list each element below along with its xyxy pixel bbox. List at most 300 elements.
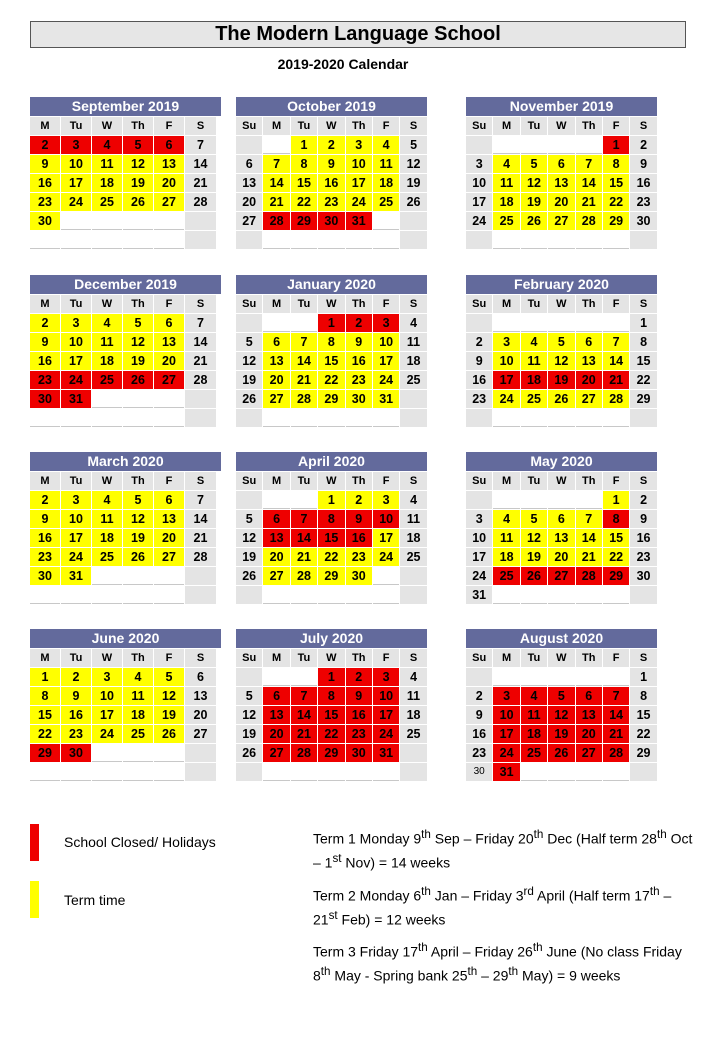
- weekday-header: M: [493, 649, 519, 667]
- weekday-header: Su: [466, 649, 492, 667]
- weekday-header: W: [318, 295, 344, 313]
- day-cell: 25: [373, 193, 399, 211]
- month-header: December 2019: [30, 275, 221, 294]
- day-cell: 17: [373, 529, 399, 547]
- day-cell: 22: [603, 548, 629, 566]
- day-cell: 20: [154, 529, 184, 547]
- day-cell: 6: [154, 314, 184, 332]
- month-march-2020: [30, 452, 221, 604]
- day-cell: [291, 314, 317, 332]
- day-cell: [346, 763, 372, 781]
- day-cell: 16: [466, 725, 492, 743]
- day-cell: [400, 763, 426, 781]
- day-cell: 30: [346, 390, 372, 408]
- day-cell: [548, 586, 574, 604]
- day-cell: [291, 586, 317, 604]
- day-cell: 26: [123, 193, 153, 211]
- weekday-header: S: [185, 472, 216, 490]
- day-cell: 16: [466, 371, 492, 389]
- day-cell: 10: [493, 352, 519, 370]
- day-cell: [291, 409, 317, 427]
- day-cell: 29: [318, 567, 344, 585]
- day-cell: 20: [154, 352, 184, 370]
- day-cell: 11: [400, 687, 426, 705]
- day-cell: [630, 231, 656, 249]
- day-cell: 22: [630, 725, 656, 743]
- weekday-header: M: [493, 117, 519, 135]
- day-cell: 2: [346, 491, 372, 509]
- term-3-description: Term 3 Friday 17th April – Friday 26th June (No class Friday 8th May - Spring bank 25th – 29th May) = 9 weeks: [313, 941, 682, 984]
- day-cell: 25: [123, 725, 153, 743]
- day-cell: 12: [400, 155, 426, 173]
- day-cell: 14: [291, 529, 317, 547]
- day-cell: [123, 212, 153, 230]
- weekday-header: Su: [236, 472, 262, 490]
- weekday-header: Su: [466, 472, 492, 490]
- day-cell: 19: [521, 548, 547, 566]
- day-cell: 10: [373, 510, 399, 528]
- day-cell: 2: [346, 668, 372, 686]
- closed-legend-label: School Closed/ Holidays: [64, 834, 216, 850]
- day-cell: 10: [493, 706, 519, 724]
- weekday-header: Th: [123, 117, 153, 135]
- day-cell: 17: [493, 725, 519, 743]
- day-cell: 23: [318, 193, 344, 211]
- weekday-header: Th: [123, 649, 153, 667]
- day-cell: [30, 409, 60, 427]
- day-cell: [630, 763, 656, 781]
- day-cell: [263, 668, 289, 686]
- weekday-header: M: [30, 117, 60, 135]
- day-cell: [548, 409, 574, 427]
- day-cell: 19: [548, 725, 574, 743]
- day-cell: 1: [318, 668, 344, 686]
- weekday-header: Su: [236, 649, 262, 667]
- day-cell: 10: [466, 529, 492, 547]
- day-cell: 15: [291, 174, 317, 192]
- day-cell: 14: [185, 155, 216, 173]
- day-cell: [185, 567, 216, 585]
- day-cell: 21: [185, 529, 216, 547]
- day-cell: [92, 586, 122, 604]
- day-cell: 23: [30, 548, 60, 566]
- day-cell: 17: [466, 193, 492, 211]
- day-cell: 8: [630, 687, 656, 705]
- day-cell: 10: [466, 174, 492, 192]
- month-header: May 2020: [466, 452, 657, 471]
- day-cell: [576, 586, 602, 604]
- day-cell: 6: [548, 510, 574, 528]
- day-cell: 11: [493, 174, 519, 192]
- day-cell: [92, 409, 122, 427]
- day-cell: 5: [123, 136, 153, 154]
- weekday-header: F: [603, 472, 629, 490]
- day-cell: 2: [30, 491, 60, 509]
- day-cell: 24: [346, 193, 372, 211]
- month-header: January 2020: [236, 275, 427, 294]
- day-cell: [373, 763, 399, 781]
- day-cell: 6: [236, 155, 262, 173]
- weekday-header: Tu: [521, 472, 547, 490]
- day-cell: 29: [630, 390, 656, 408]
- day-cell: 6: [548, 155, 574, 173]
- weekday-header: M: [30, 472, 60, 490]
- day-cell: 18: [521, 371, 547, 389]
- day-cell: [185, 212, 216, 230]
- day-cell: 23: [630, 548, 656, 566]
- day-cell: 21: [291, 548, 317, 566]
- day-cell: [154, 763, 184, 781]
- day-cell: 19: [236, 371, 262, 389]
- day-cell: 12: [236, 352, 262, 370]
- day-cell: 8: [318, 510, 344, 528]
- weekday-header: Th: [576, 649, 602, 667]
- day-cell: 26: [123, 371, 153, 389]
- day-cell: 4: [92, 491, 122, 509]
- day-cell: [61, 231, 91, 249]
- day-cell: 15: [318, 529, 344, 547]
- day-cell: 20: [263, 725, 289, 743]
- day-cell: 15: [30, 706, 60, 724]
- day-cell: 4: [493, 155, 519, 173]
- day-cell: 19: [123, 174, 153, 192]
- weekday-header: Tu: [521, 117, 547, 135]
- day-cell: 4: [400, 314, 426, 332]
- day-cell: 1: [318, 314, 344, 332]
- day-cell: 4: [400, 491, 426, 509]
- day-cell: [630, 586, 656, 604]
- day-cell: 14: [576, 174, 602, 192]
- day-cell: 18: [400, 352, 426, 370]
- day-cell: [603, 409, 629, 427]
- day-cell: 5: [236, 510, 262, 528]
- day-cell: 6: [263, 687, 289, 705]
- day-cell: 30: [30, 212, 60, 230]
- day-cell: 17: [493, 371, 519, 389]
- weekday-header: Tu: [291, 649, 317, 667]
- day-cell: [603, 763, 629, 781]
- day-cell: 8: [30, 687, 60, 705]
- month-grid: [466, 117, 657, 249]
- day-cell: [603, 586, 629, 604]
- month-grid: [236, 117, 427, 249]
- day-cell: 24: [92, 725, 122, 743]
- day-cell: [154, 231, 184, 249]
- day-cell: [576, 136, 602, 154]
- day-cell: 24: [493, 744, 519, 762]
- weekday-header: Tu: [291, 472, 317, 490]
- day-cell: 20: [263, 371, 289, 389]
- day-cell: 11: [92, 510, 122, 528]
- day-cell: 5: [548, 687, 574, 705]
- day-cell: 1: [630, 668, 656, 686]
- day-cell: 21: [185, 174, 216, 192]
- weekday-header: W: [548, 472, 574, 490]
- day-cell: 25: [92, 193, 122, 211]
- day-cell: 11: [521, 352, 547, 370]
- weekday-header: Tu: [291, 295, 317, 313]
- day-cell: [123, 390, 153, 408]
- weekday-header: Th: [346, 295, 372, 313]
- day-cell: [346, 231, 372, 249]
- day-cell: 8: [603, 510, 629, 528]
- day-cell: 23: [630, 193, 656, 211]
- day-cell: 26: [548, 390, 574, 408]
- day-cell: 18: [493, 193, 519, 211]
- day-cell: [185, 744, 216, 762]
- day-cell: 4: [373, 136, 399, 154]
- day-cell: [236, 136, 262, 154]
- day-cell: [576, 668, 602, 686]
- day-cell: [400, 567, 426, 585]
- day-cell: 13: [154, 155, 184, 173]
- day-cell: 4: [123, 668, 153, 686]
- day-cell: 22: [318, 548, 344, 566]
- day-cell: 12: [154, 687, 184, 705]
- weekday-header: F: [373, 117, 399, 135]
- day-cell: 13: [154, 333, 184, 351]
- day-cell: 4: [493, 510, 519, 528]
- weekday-header: M: [493, 472, 519, 490]
- day-cell: [493, 491, 519, 509]
- day-cell: 31: [346, 212, 372, 230]
- day-cell: [291, 491, 317, 509]
- day-cell: 17: [466, 548, 492, 566]
- day-cell: [236, 409, 262, 427]
- day-cell: 30: [466, 763, 492, 781]
- day-cell: 10: [61, 333, 91, 351]
- day-cell: 6: [154, 491, 184, 509]
- day-cell: 25: [521, 390, 547, 408]
- day-cell: 25: [493, 567, 519, 585]
- day-cell: 7: [603, 687, 629, 705]
- day-cell: [318, 409, 344, 427]
- day-cell: 15: [318, 706, 344, 724]
- day-cell: [263, 314, 289, 332]
- day-cell: [318, 231, 344, 249]
- month-grid: [30, 472, 221, 604]
- weekday-header: Th: [576, 117, 602, 135]
- day-cell: 9: [30, 510, 60, 528]
- day-cell: [185, 409, 216, 427]
- day-cell: [61, 409, 91, 427]
- day-cell: 20: [548, 548, 574, 566]
- day-cell: 19: [123, 529, 153, 547]
- day-cell: 14: [185, 333, 216, 351]
- day-cell: [466, 409, 492, 427]
- day-cell: 1: [603, 491, 629, 509]
- day-cell: 21: [603, 725, 629, 743]
- day-cell: 8: [291, 155, 317, 173]
- day-cell: [493, 668, 519, 686]
- day-cell: 9: [466, 706, 492, 724]
- weekday-header: S: [630, 649, 656, 667]
- day-cell: 13: [548, 529, 574, 547]
- day-cell: [400, 231, 426, 249]
- day-cell: [373, 586, 399, 604]
- day-cell: 24: [373, 371, 399, 389]
- weekday-header: S: [185, 649, 216, 667]
- day-cell: 18: [400, 706, 426, 724]
- day-cell: [291, 231, 317, 249]
- day-cell: 10: [346, 155, 372, 173]
- day-cell: 7: [185, 136, 216, 154]
- weekday-header: F: [154, 649, 184, 667]
- calendar-subtitle: 2019-2020 Calendar: [277, 56, 409, 72]
- day-cell: 14: [185, 510, 216, 528]
- day-cell: 29: [318, 390, 344, 408]
- day-cell: 22: [291, 193, 317, 211]
- day-cell: 29: [603, 567, 629, 585]
- day-cell: 5: [123, 314, 153, 332]
- day-cell: 28: [603, 744, 629, 762]
- day-cell: 24: [61, 371, 91, 389]
- day-cell: 7: [576, 510, 602, 528]
- month-grid: [236, 649, 427, 781]
- day-cell: 9: [318, 155, 344, 173]
- day-cell: [603, 314, 629, 332]
- day-cell: 13: [185, 687, 216, 705]
- term-2-description: Term 2 Monday 6th Jan – Friday 3rd April (Half term 17th – 21st Feb) = 12 weeks: [313, 885, 672, 928]
- month-november-2019: [466, 97, 657, 249]
- day-cell: [521, 668, 547, 686]
- day-cell: [92, 567, 122, 585]
- day-cell: 2: [466, 333, 492, 351]
- day-cell: 14: [603, 352, 629, 370]
- day-cell: 16: [61, 706, 91, 724]
- day-cell: [92, 390, 122, 408]
- day-cell: [373, 567, 399, 585]
- day-cell: [400, 744, 426, 762]
- day-cell: 11: [92, 155, 122, 173]
- day-cell: [576, 231, 602, 249]
- day-cell: 17: [61, 529, 91, 547]
- day-cell: 14: [603, 706, 629, 724]
- day-cell: [493, 314, 519, 332]
- day-cell: 28: [291, 567, 317, 585]
- month-grid: [466, 649, 657, 781]
- month-january-2020: [236, 275, 427, 427]
- day-cell: [400, 586, 426, 604]
- day-cell: [123, 586, 153, 604]
- day-cell: [548, 668, 574, 686]
- day-cell: 7: [576, 155, 602, 173]
- day-cell: [185, 763, 216, 781]
- day-cell: 3: [466, 155, 492, 173]
- day-cell: 21: [291, 371, 317, 389]
- day-cell: 28: [576, 212, 602, 230]
- closed-legend-swatch: [30, 824, 39, 861]
- weekday-header: S: [185, 295, 216, 313]
- month-header: February 2020: [466, 275, 657, 294]
- day-cell: 11: [493, 529, 519, 547]
- day-cell: [263, 491, 289, 509]
- day-cell: 2: [346, 314, 372, 332]
- day-cell: 7: [185, 491, 216, 509]
- day-cell: 23: [466, 744, 492, 762]
- weekday-header: F: [373, 649, 399, 667]
- day-cell: 7: [291, 687, 317, 705]
- day-cell: 20: [263, 548, 289, 566]
- day-cell: 16: [346, 706, 372, 724]
- day-cell: 14: [291, 352, 317, 370]
- day-cell: 15: [603, 529, 629, 547]
- month-september-2019: [30, 97, 221, 249]
- day-cell: [236, 763, 262, 781]
- weekday-header: S: [400, 472, 426, 490]
- day-cell: 2: [630, 136, 656, 154]
- day-cell: 14: [263, 174, 289, 192]
- day-cell: 1: [291, 136, 317, 154]
- day-cell: 18: [92, 174, 122, 192]
- day-cell: 15: [630, 706, 656, 724]
- day-cell: [92, 231, 122, 249]
- day-cell: [521, 136, 547, 154]
- day-cell: 13: [548, 174, 574, 192]
- day-cell: 6: [185, 668, 216, 686]
- day-cell: [263, 136, 289, 154]
- day-cell: 16: [318, 174, 344, 192]
- weekday-header: M: [493, 295, 519, 313]
- day-cell: 17: [61, 174, 91, 192]
- day-cell: [185, 231, 216, 249]
- day-cell: 27: [548, 212, 574, 230]
- day-cell: 14: [291, 706, 317, 724]
- term-legend-swatch: [30, 881, 39, 918]
- day-cell: 25: [493, 212, 519, 230]
- school-title: The Modern Language School: [30, 21, 686, 48]
- day-cell: 27: [154, 193, 184, 211]
- day-cell: 8: [318, 687, 344, 705]
- day-cell: 27: [263, 567, 289, 585]
- day-cell: 4: [521, 333, 547, 351]
- day-cell: 12: [521, 529, 547, 547]
- day-cell: 13: [263, 706, 289, 724]
- day-cell: [236, 668, 262, 686]
- day-cell: 21: [576, 548, 602, 566]
- day-cell: [548, 491, 574, 509]
- day-cell: 21: [576, 193, 602, 211]
- day-cell: 30: [346, 744, 372, 762]
- day-cell: 12: [236, 529, 262, 547]
- day-cell: [185, 586, 216, 604]
- weekday-header: F: [373, 295, 399, 313]
- day-cell: [92, 212, 122, 230]
- day-cell: [521, 763, 547, 781]
- day-cell: 18: [493, 548, 519, 566]
- day-cell: 28: [291, 390, 317, 408]
- day-cell: 31: [466, 586, 492, 604]
- weekday-header: W: [318, 117, 344, 135]
- day-cell: 11: [400, 510, 426, 528]
- day-cell: 23: [346, 371, 372, 389]
- month-grid: [30, 295, 221, 427]
- day-cell: 19: [123, 352, 153, 370]
- weekday-header: Th: [346, 649, 372, 667]
- weekday-header: S: [630, 295, 656, 313]
- day-cell: 20: [576, 725, 602, 743]
- weekday-header: Th: [123, 472, 153, 490]
- day-cell: [123, 567, 153, 585]
- day-cell: [521, 586, 547, 604]
- day-cell: 27: [154, 548, 184, 566]
- day-cell: 26: [236, 390, 262, 408]
- day-cell: 22: [318, 725, 344, 743]
- weekday-header: W: [548, 117, 574, 135]
- day-cell: 16: [630, 529, 656, 547]
- weekday-header: S: [630, 472, 656, 490]
- month-october-2019: [236, 97, 427, 249]
